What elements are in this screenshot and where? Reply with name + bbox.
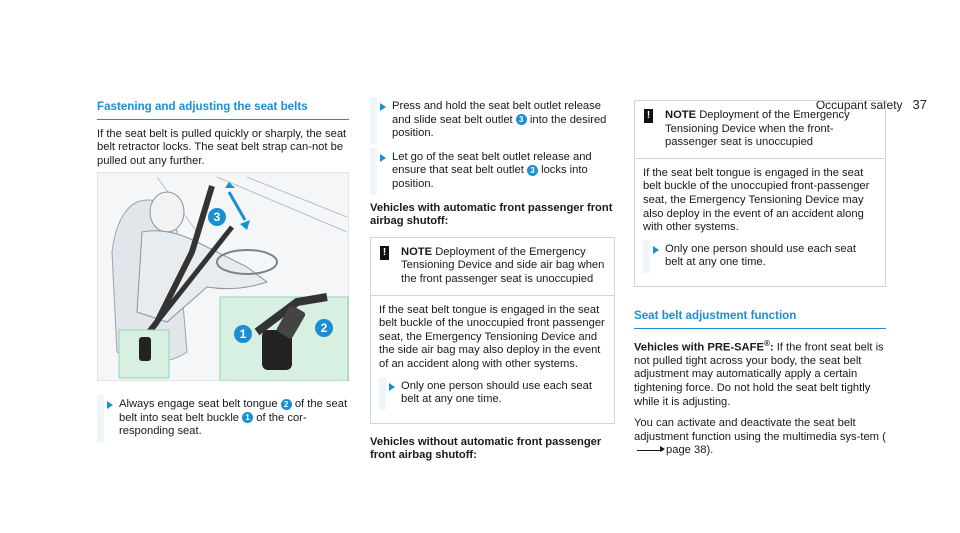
step-arrow-icon <box>389 383 395 391</box>
note-title: Deployment of the Emergency Tensioning Device when the front-passenger seat is unoccupied <box>665 109 850 149</box>
callout-1: 1 <box>234 325 252 343</box>
page-ref-arrow-icon <box>637 450 663 451</box>
note-text: If the seat belt tongue is engaged in the seat belt buckle of the unoccupied front passenger seat, the Emergency Tensioning Device and the side air bag may also deploy in the event of an accident along with other systems. <box>379 303 605 370</box>
note-header <box>635 101 885 159</box>
callout-2: 2 <box>315 319 333 337</box>
section-heading-fastening: Fastening and adjusting the seat belts <box>97 100 349 120</box>
column-2 <box>370 100 615 471</box>
ref-3: 3 <box>516 114 527 125</box>
warning-icon: ! <box>380 246 389 260</box>
column-1 <box>97 100 349 176</box>
step-let-go: Let go of the seat belt outlet release and ensure that seat belt outlet 3 locks into position. <box>370 151 615 192</box>
ref-2: 2 <box>281 399 292 410</box>
note-step: Only one person should use each seat belt at any one time. <box>379 380 606 407</box>
activate-paragraph: You can activate and deactivate the seat belt adjustment function using the multimedia sys-tem ( page 38). <box>634 417 886 457</box>
intro-paragraph: If the seat belt is pulled quickly or sharply, the seat belt retractor locks. The seat belt strap can-not be pulled out any further. <box>97 127 347 167</box>
column-1-lower <box>97 398 349 449</box>
step-arrow-icon <box>380 154 386 162</box>
note-box-tensioning <box>634 100 886 287</box>
note-header <box>371 238 614 296</box>
note-step: Only one person should use each seat belt at any one time. <box>643 243 877 270</box>
callout-3: 3 <box>208 208 226 226</box>
subheading-without-shutoff: Vehicles without automatic front passenger front airbag shutoff: <box>370 435 602 462</box>
column-3 <box>634 100 886 466</box>
ref-1: 1 <box>242 412 253 423</box>
page-number: 37 <box>912 97 927 112</box>
page-ref-link[interactable]: page 38 <box>666 444 707 457</box>
note-box-airbag <box>370 237 615 424</box>
ref-3: 3 <box>527 165 538 176</box>
note-title: Deployment of the Emergency Tensioning Device and side air bag when the front passenger seat is unoccupied <box>401 245 605 285</box>
pre-safe-paragraph: Vehicles with PRE-SAFE®: If the front seat belt is not pulled tight across your body, the seat belt adjustment may automatically apply a certain tightening force. Do not hold the seat belt tightly while it is adjusting. <box>634 338 884 408</box>
note-label: NOTE <box>401 245 433 258</box>
warning-icon: ! <box>644 109 653 123</box>
step-engage-tongue: Always engage seat belt tongue 2 of the seat belt into seat belt buckle 1 of the cor-responding seat. <box>97 398 349 439</box>
step-arrow-icon <box>653 246 659 254</box>
section-title: Occupant safety <box>815 98 903 112</box>
note-label: NOTE <box>665 109 697 121</box>
seat-belt-illustration <box>97 172 349 381</box>
note-body <box>635 159 885 286</box>
subheading-with-shutoff: Vehicles with automatic front passenger front airbag shutoff: <box>370 201 613 228</box>
section-heading-adjustment: Seat belt adjustment function <box>634 309 886 329</box>
note-body <box>371 296 614 423</box>
seat-belt-diagram-icon <box>97 172 349 381</box>
step-press-hold: Press and hold the seat belt outlet release and slide seat belt outlet 3 into the desired position. <box>370 100 615 141</box>
note-text: If the seat belt tongue is engaged in the seat belt buckle of the unoccupied front-passenger seat, the Emergency Tensioning Device may also deploy in the event of an accident along with other systems. <box>643 166 870 234</box>
step-arrow-icon <box>107 401 113 409</box>
step-arrow-icon <box>380 103 386 111</box>
